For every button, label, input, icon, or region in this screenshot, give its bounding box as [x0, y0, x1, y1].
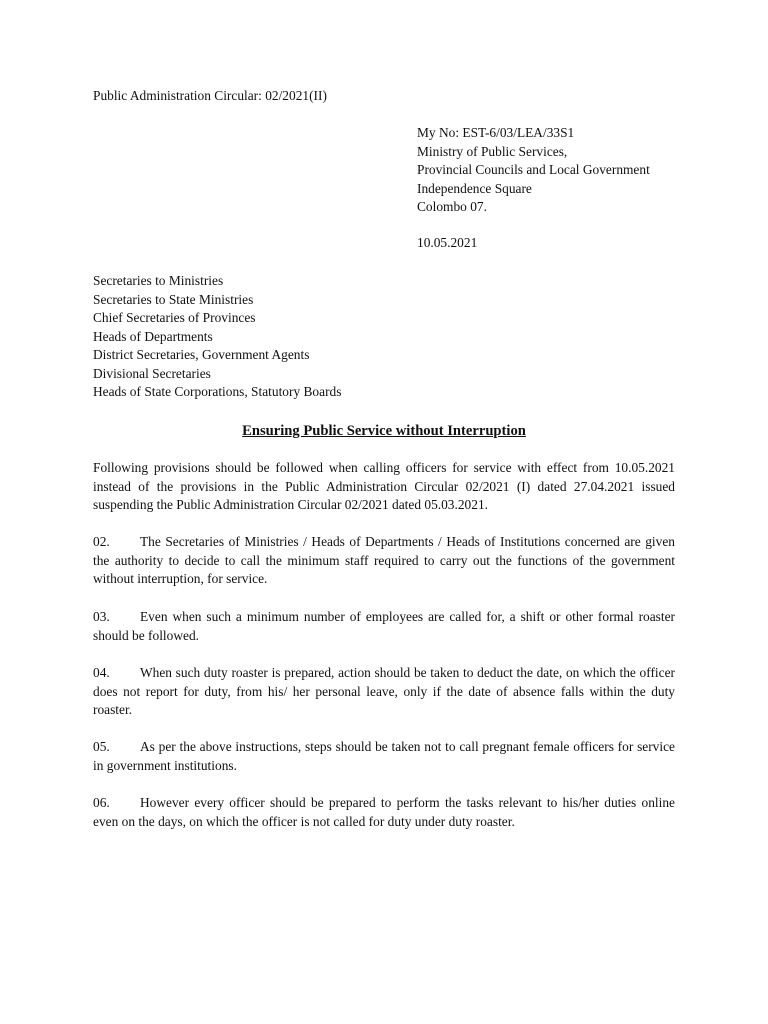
paragraph-number: 03.	[93, 609, 110, 624]
paragraph-02	[93, 533, 675, 589]
paragraph-text: As per the above instructions, steps should be taken not to call pregnant female officers for service in government institutions.	[93, 739, 675, 773]
recipient-item: Secretaries to Ministries	[93, 273, 224, 288]
document-heading: Ensuring Public Service without Interruption	[242, 423, 526, 439]
sender-address-city: Colombo 07.	[417, 199, 487, 214]
recipient-item: Heads of State Corporations, Statutory Boards	[93, 384, 342, 399]
paragraph-04	[93, 664, 675, 720]
paragraph-text: However every officer should be prepared to perform the tasks relevant to his/her duties online even on the days, on which the officer is not called for duty under duty roaster.	[93, 795, 675, 829]
recipient-item: Secretaries to State Ministries	[93, 291, 254, 307]
recipient-item: Chief Secretaries of Provinces	[93, 310, 256, 325]
paragraph-number: 04.	[93, 665, 110, 680]
sender-address-street: Independence Square	[417, 180, 532, 196]
paragraph-number: 06.	[93, 795, 110, 810]
paragraph-text: Even when such a minimum number of employees are called for, a shift or other formal roaster should be followed.	[93, 609, 675, 643]
paragraph-number: 02.	[93, 534, 110, 549]
file-number: My No: EST-6/03/LEA/33S1	[417, 125, 575, 140]
circular-reference: Public Administration Circular: 02/2021(II)	[93, 88, 327, 103]
paragraph-05	[93, 738, 675, 775]
paragraph-03	[93, 608, 675, 645]
recipients-list	[93, 272, 341, 402]
sender-address-block	[417, 124, 650, 217]
paragraph-text: When such duty roaster is prepared, action should be taken to deduct the date, on which the officer does not report for duty, from his/ her personal leave, only if the date of absence falls within the duty roaster.	[93, 665, 675, 718]
paragraph-06	[93, 794, 675, 831]
sender-ministry-continued: Provincial Councils and Local Government	[417, 162, 650, 177]
recipient-item: Heads of Departments	[93, 328, 213, 344]
paragraph-number: 05.	[93, 739, 110, 754]
intro-paragraph: Following provisions should be followed when calling officers for service with effect from 10.05.2021 instead of the provisions in the Public Administration Circular 02/2021 (I) dated 27.04.2021 issued suspending the Public Administration Circular 02/2021 dated 05.03.2021.	[93, 460, 675, 513]
document-date: 10.05.2021	[417, 235, 478, 250]
paragraph-text: The Secretaries of Ministries / Heads of Departments / Heads of Institutions concerned are given the authority to decide to call the minimum staff required to carry out the functions of the government without interruption, for service.	[93, 534, 675, 587]
sender-ministry: Ministry of Public Services,	[417, 143, 568, 159]
recipient-item: Divisional Secretaries	[93, 365, 211, 381]
recipient-item: District Secretaries, Government Agents	[93, 347, 310, 362]
